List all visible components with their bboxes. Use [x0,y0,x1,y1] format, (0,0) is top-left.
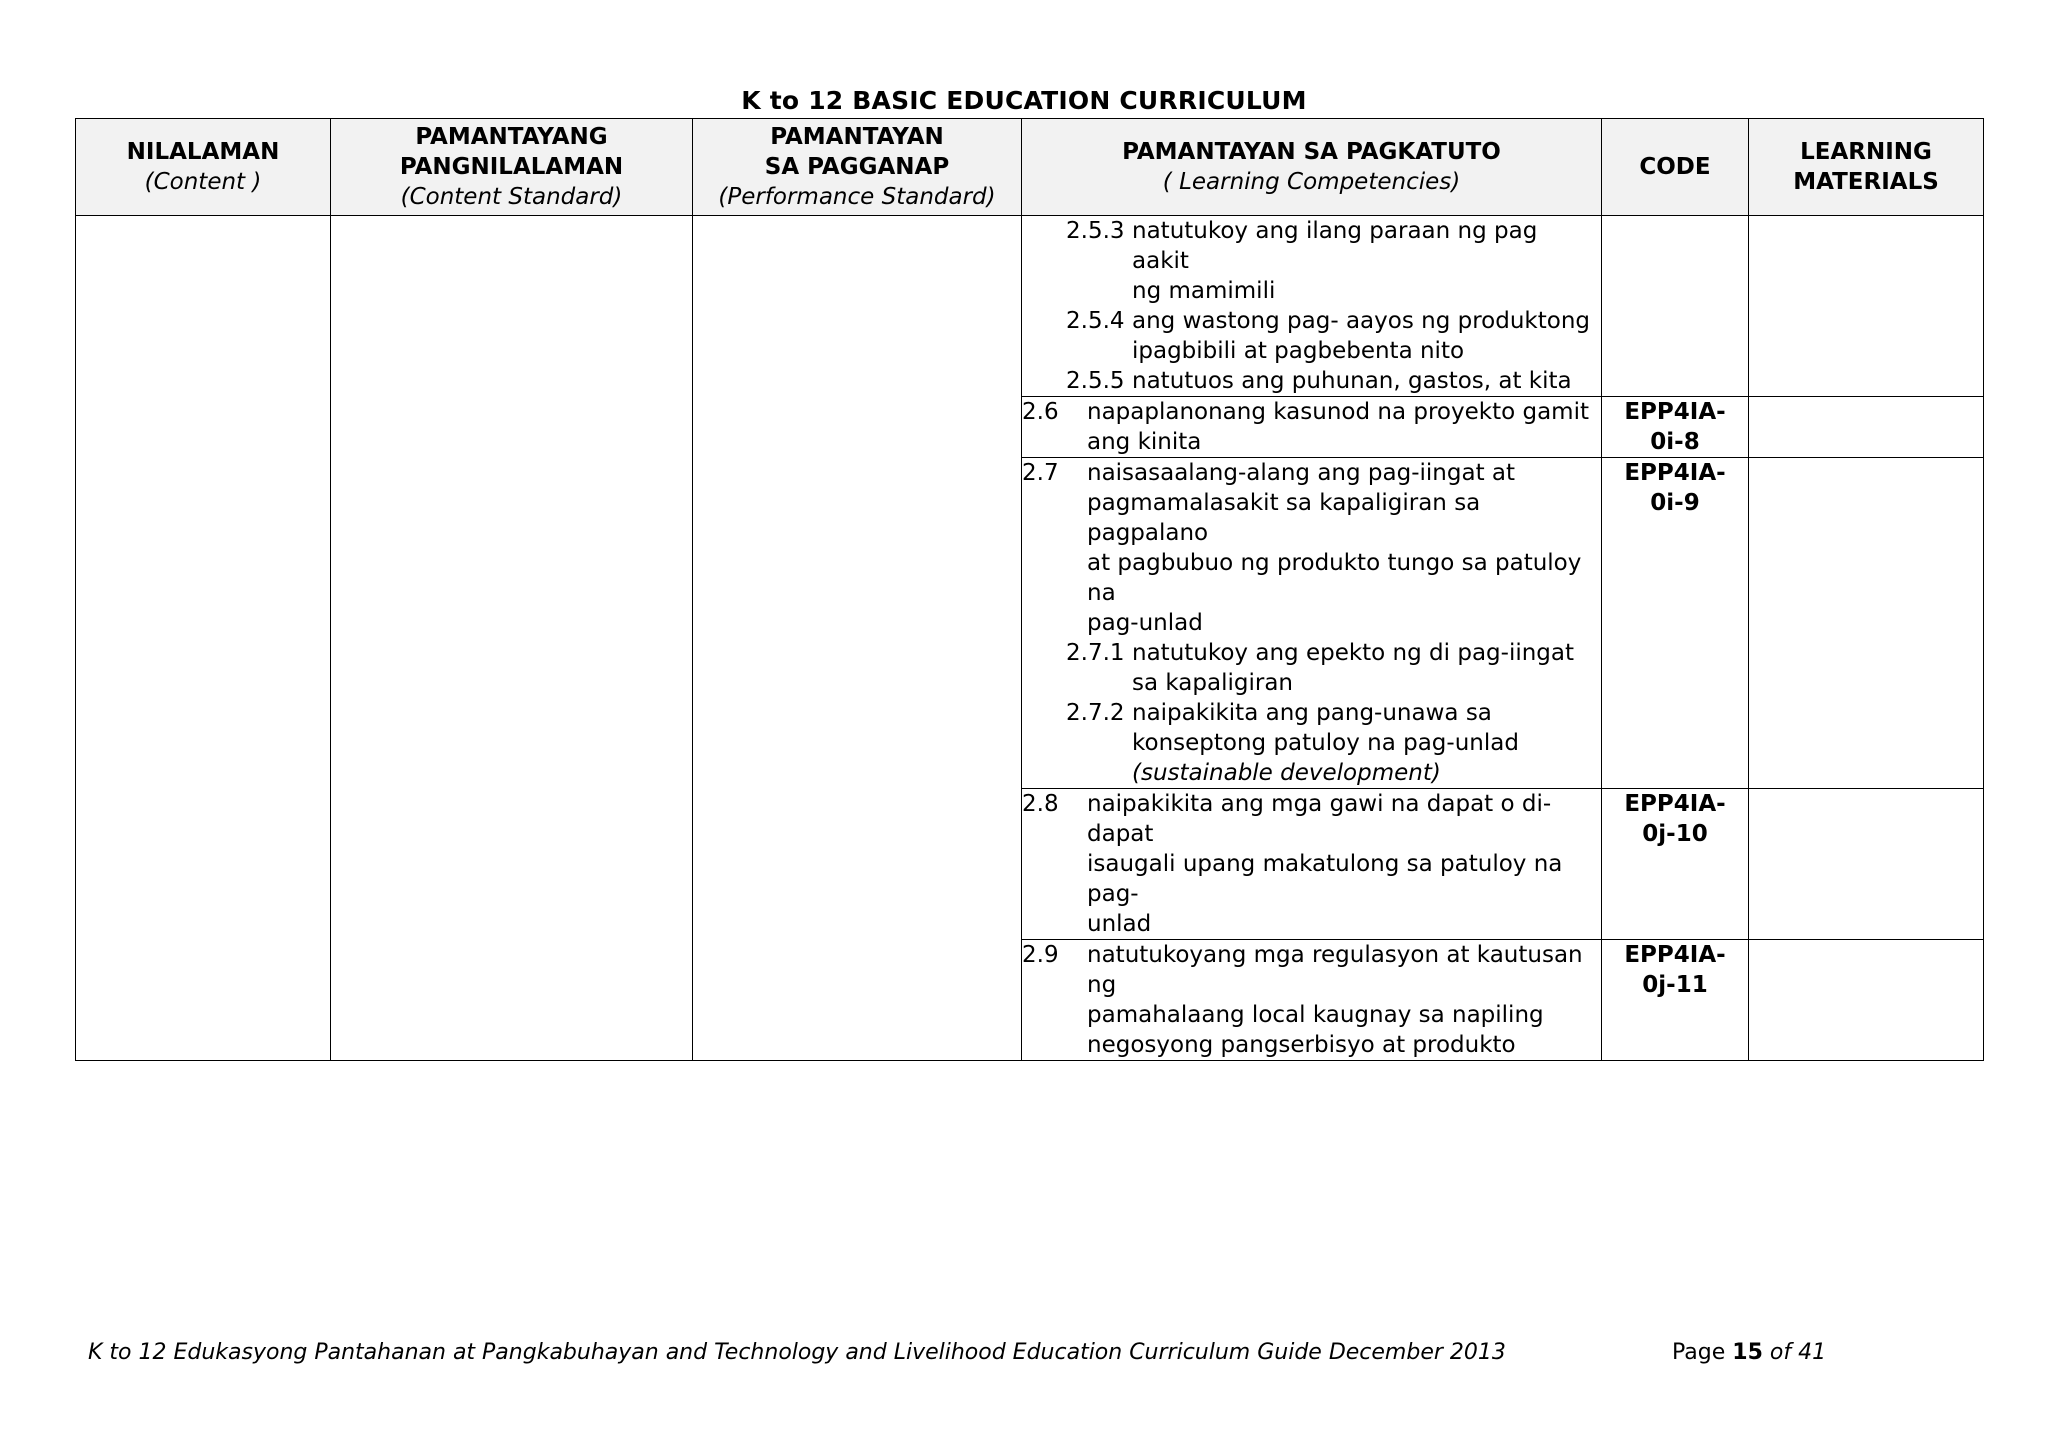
content-standard-cell [331,216,693,1061]
header-learning-competencies-english: ( Learning Competencies) [1162,169,1461,195]
item-text-line: natutukoy ang ilang paraan ng pag aakit [1132,218,1538,274]
competency-cell [1022,789,1602,940]
item-number: 2.8 [1022,791,1059,817]
competency-cell [1022,940,1602,1061]
header-content-standard-line2: PANGNILALAMAN [399,154,624,180]
code-line: 0i-9 [1650,490,1700,516]
item-number: 2.7.2 [1066,700,1125,726]
table-row [76,216,1984,397]
item-text-line: napaplanonang kasunod na proyekto gamit [1087,399,1589,425]
item-text-line: pamahalaang local kaugnay sa napiling [1087,1002,1544,1028]
item-text-line: natutukoy ang epekto ng di pag-iingat [1132,640,1575,666]
header-learning-materials-line2: MATERIALS [1793,169,1939,195]
item-text-line: ipagbibili at pagbebenta nito [1132,338,1465,364]
item-text-line: pagmamalasakit sa kapaligiran sa pagpalano [1087,490,1481,546]
item-text-line: isaugali upang makatulong sa patuloy na pag- [1087,851,1563,907]
learning-materials-cell [1749,789,1984,940]
header-content [76,119,331,216]
code-cell [1602,458,1749,789]
item-text-line: konseptong patuloy na pag-unlad [1132,730,1519,756]
code-line: 0j-10 [1642,821,1708,847]
competency-item [1022,216,1601,306]
header-learning-materials [1749,119,1984,216]
competency-cell [1022,397,1602,458]
code-line: 0j-11 [1642,972,1708,998]
item-text-line: naisasaalang-alang ang pag-iingat at [1087,460,1516,486]
header-learning-competencies [1022,119,1602,216]
header-performance-standard [693,119,1022,216]
item-text [1132,306,1590,366]
code-line: EPP4IA- [1624,399,1726,425]
item-number: 2.5.5 [1066,368,1125,394]
item-text-line: negosyong pangserbisyo at produkto [1087,1032,1516,1058]
item-text [1087,789,1601,939]
footer-text: K to 12 Edukasyong Pantahanan at Pangkabuhayan and Technology and Livelihood Education Curriculum Guide December 2013 [88,1340,1506,1365]
header-learning-materials-line1: LEARNING [1800,139,1932,165]
header-code [1602,119,1749,216]
competency-cell [1022,216,1602,397]
code-line: 0i-8 [1650,429,1700,455]
item-number: 2.9 [1022,942,1059,968]
item-text [1132,698,1519,788]
item-text-emphasis: (sustainable development) [1132,760,1441,786]
item-text-line: naipakikita ang mga gawi na dapat o di-dapat [1087,791,1552,847]
code-cell [1602,216,1749,397]
item-text-line: natutuos ang puhunan, gastos, at kita [1132,368,1572,394]
document-title: K to 12 BASIC EDUCATION CURRICULUM [741,86,1307,115]
code-cell [1602,789,1749,940]
item-text [1087,397,1589,457]
competency-item [1022,789,1601,939]
code-cell [1602,397,1749,458]
competency-subitem [1022,698,1601,788]
content-cell [76,216,331,1061]
performance-standard-cell [693,216,1022,1061]
competency-item [1022,397,1601,457]
item-text-line: sa kapaligiran [1132,670,1293,696]
header-performance-standard-line1: PAMANTAYAN [770,124,944,150]
item-text [1087,940,1601,1060]
item-text-line: ang kinita [1087,429,1202,455]
item-number: 2.5.4 [1066,308,1125,334]
item-text-line: ang wastong pag- aayos ng produktong [1132,308,1590,334]
learning-materials-cell [1749,216,1984,397]
page-total: of 41 [1769,1340,1827,1365]
code-line: EPP4IA- [1624,791,1726,817]
curriculum-table [75,118,1984,1061]
item-text-line: unlad [1087,911,1152,937]
header-performance-standard-english: (Performance Standard) [718,184,996,210]
item-text-line: pag-unlad [1087,610,1203,636]
item-text [1132,638,1574,698]
item-number: 2.7 [1022,460,1059,486]
page-current: 15 [1732,1340,1763,1365]
item-text [1087,458,1601,638]
header-code-label: CODE [1639,154,1711,180]
table-header-row [76,119,1984,216]
header-content-standard-english: (Content Standard) [400,184,623,210]
code-line: EPP4IA- [1624,460,1726,486]
competency-item [1022,366,1601,396]
item-text-line: ng mamimili [1132,278,1276,304]
page-label: Page [1672,1340,1726,1365]
competency-item [1022,306,1601,366]
code-cell [1602,940,1749,1061]
item-number: 2.7.1 [1066,640,1125,666]
header-content-label: NILALAMAN [126,139,280,165]
competency-cell [1022,458,1602,789]
item-text-line: naipakikita ang pang-unawa sa [1132,700,1492,726]
code-line: EPP4IA- [1624,942,1726,968]
page-number [1672,1340,1826,1365]
item-text-line: natutukoyang mga regulasyon at kautusan ng [1087,942,1583,998]
competency-item [1022,940,1601,1060]
header-content-english: (Content ) [144,169,262,195]
header-performance-standard-line2: SA PAGGANAP [764,154,950,180]
item-number: 2.5.3 [1066,218,1125,244]
competency-item [1022,458,1601,638]
header-learning-competencies-label: PAMANTAYAN SA PAGKATUTO [1122,139,1501,165]
learning-materials-cell [1749,397,1984,458]
item-number: 2.6 [1022,399,1059,425]
item-text-line: at pagbubuo ng produkto tungo sa patuloy na [1087,550,1582,606]
item-text [1132,216,1601,306]
learning-materials-cell [1749,940,1984,1061]
header-content-standard-line1: PAMANTAYANG [415,124,608,150]
header-content-standard [331,119,693,216]
learning-materials-cell [1749,458,1984,789]
competency-subitem [1022,638,1601,698]
